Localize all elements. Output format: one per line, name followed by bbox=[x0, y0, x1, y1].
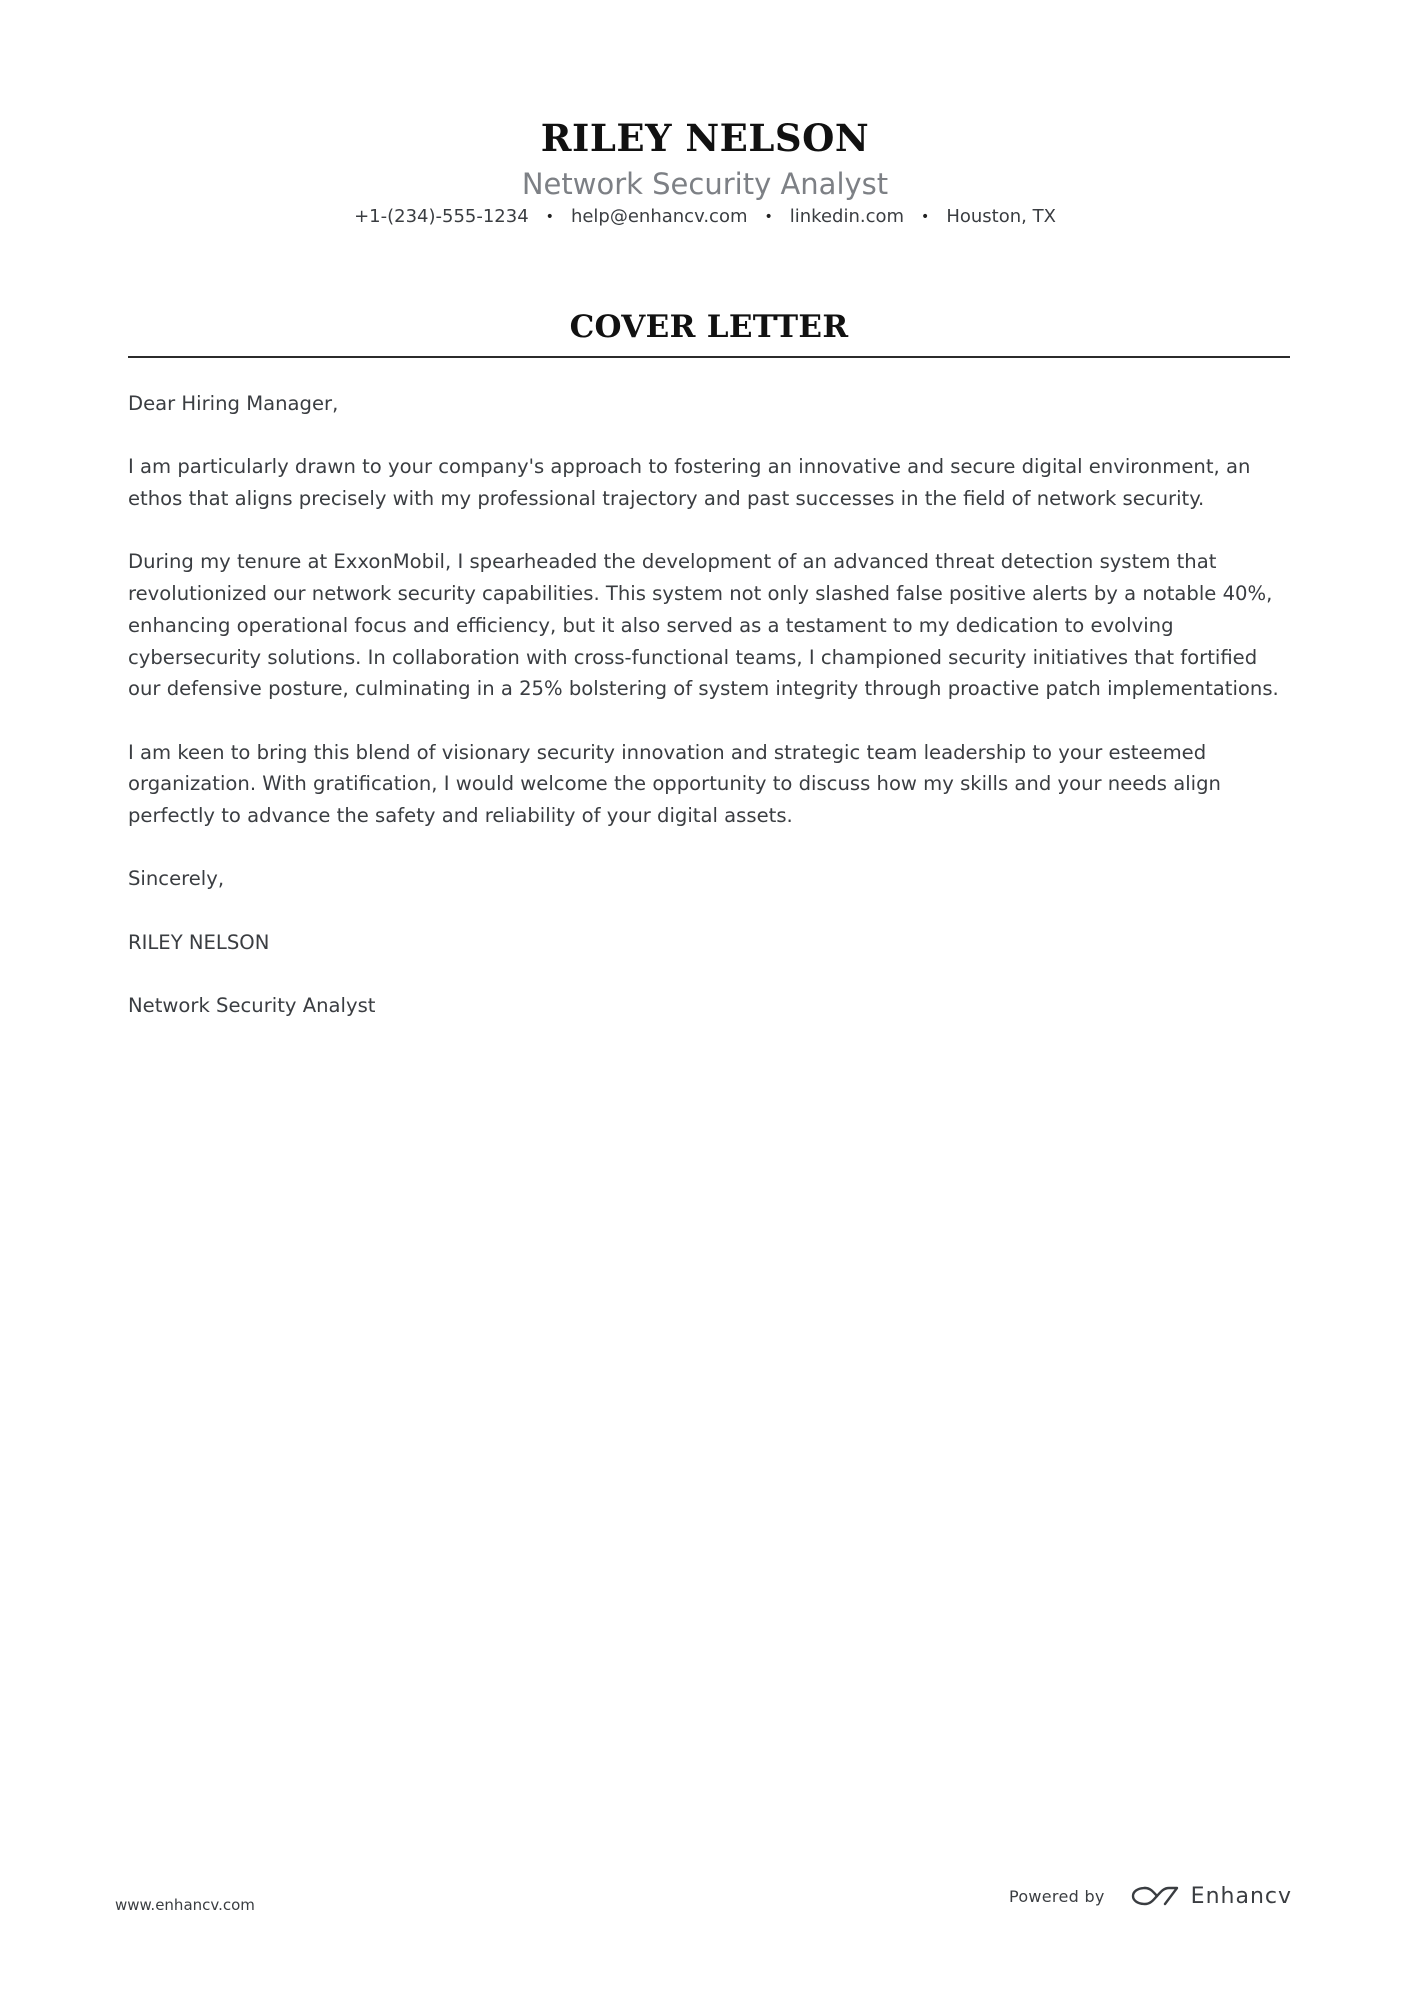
section-divider bbox=[128, 356, 1290, 358]
contact-linkedin[interactable]: linkedin.com bbox=[789, 206, 905, 227]
enhancv-brand[interactable]: Enhancv bbox=[1190, 1883, 1292, 1909]
header bbox=[0, 112, 1410, 230]
footer-website[interactable]: www.enhancv.com bbox=[115, 1896, 255, 1914]
powered-by-label: Powered by bbox=[1008, 1886, 1105, 1906]
section-title: COVER LETTER bbox=[569, 309, 849, 345]
closing: Sincerely, bbox=[128, 867, 225, 891]
letter-paragraph: I am particularly drawn to your company's approach to fostering an innovative and secure digital environment, an ethos that aligns precisely with my professional trajectory and past successes in the field of network security. bbox=[128, 455, 1251, 511]
enhancv-logo-icon bbox=[1131, 1882, 1179, 1910]
contact-separator: • bbox=[545, 209, 554, 225]
contact-email[interactable]: help@enhancv.com bbox=[570, 206, 748, 227]
applicant-name: RILEY NELSON bbox=[540, 116, 870, 160]
signature-title: Network Security Analyst bbox=[128, 994, 376, 1018]
contact-separator: • bbox=[764, 209, 773, 225]
letter-body bbox=[128, 388, 1294, 1054]
contact-phone: +1-(234)-555-1234 bbox=[354, 206, 529, 227]
letter-paragraph: During my tenure at ExxonMobil, I spearheaded the development of an advanced threat detection system that revolutionized our network security capabilities. This system not only slashed false positive alerts by a notable 40%, enhancing operational focus and efficiency, but it also served as a testament to my dedication to evolving cybersecurity solutions. In collaboration with cross-functional teams, I championed security initiatives that fortified our defensive posture, culminating in a 25% bolstering of system integrity through proactive patch implementations. bbox=[128, 550, 1279, 701]
contact-location: Houston, TX bbox=[946, 206, 1056, 227]
contact-info bbox=[0, 204, 1410, 230]
contact-separator: • bbox=[921, 209, 930, 225]
salutation: Dear Hiring Manager, bbox=[128, 392, 339, 415]
letter-paragraph: I am keen to bring this blend of visionary security innovation and strategic team leadership to your esteemed organization. With gratification, I would welcome the opportunity to discuss how my skills and your needs align perfectly to advance the safety and reliability of your digital assets. bbox=[128, 740, 1221, 828]
footer-branding bbox=[1009, 1882, 1292, 1910]
applicant-role: Network Security Analyst bbox=[521, 167, 889, 201]
signature-name: RILEY NELSON bbox=[128, 930, 270, 954]
